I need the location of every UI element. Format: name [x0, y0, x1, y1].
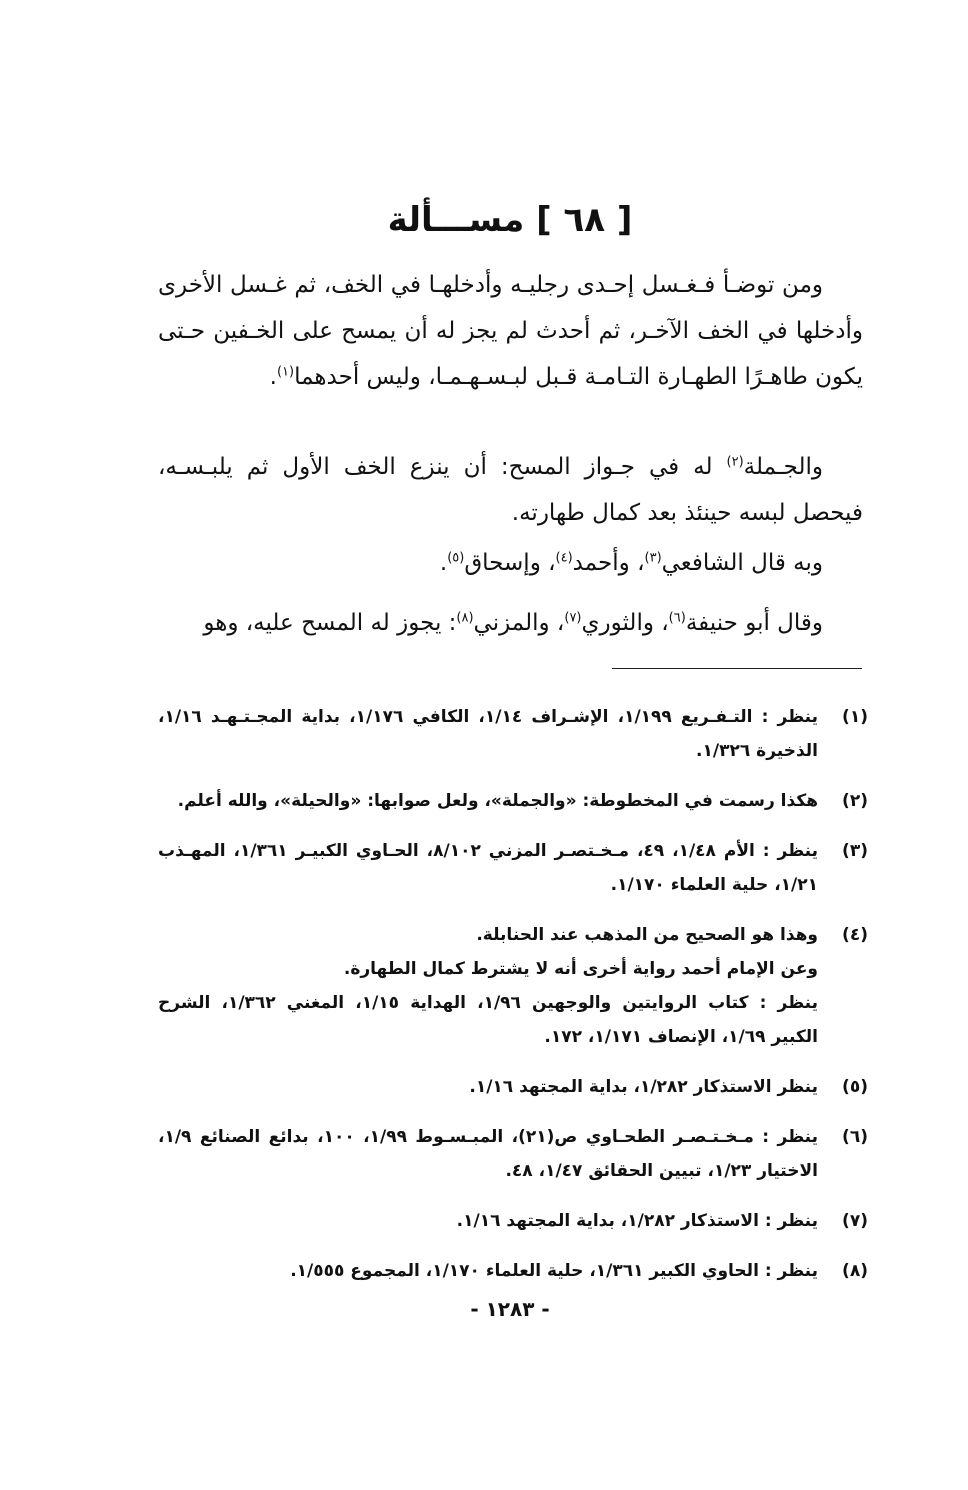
footnote-item [158, 784, 868, 818]
paragraph-text-run: ، وأحمد [572, 550, 645, 576]
footnote-line: ينظر : الحاوي الكبير ١/٣٦١، حلية العلماء ١/١٧٠، المجموع ١/٥٥٥. [290, 1261, 818, 1281]
footnote-line: هكذا رسمت في المخطوطة: «والجملة»، ولعل صوابها: «والحيلة»، والله أعلم. [177, 791, 818, 811]
paragraph-4 [158, 600, 863, 646]
footnote-number: (١) [842, 707, 868, 727]
footnote-line: ينظر : الأم ١/٤٨، ٤٩، مـخـتصـر المزني ٨/١٠٢، الحـاوي الكبيـر ١/٣٦١، المهـذب ١/٢١، حلية العلماء ١/١٧٠. [158, 841, 818, 895]
footnote-marker: (٤) [555, 550, 573, 566]
paragraph-text-run: . [439, 550, 448, 576]
footnote-line: ينظر : التـفـريع ١/١٩٩، الإشـراف ١/١٤، الكافي ١/١٧٦، بداية المجـتـهـد ١/١٦، الذخيرة ١/٣٢٦. [158, 707, 819, 761]
footnote-text [158, 918, 818, 1054]
footnote-text [158, 700, 818, 768]
footnote-item [158, 1204, 868, 1238]
footnote-marker: (١) [276, 364, 295, 380]
footnote-text [158, 1254, 818, 1288]
footnote-text [158, 784, 818, 818]
paragraph-text-run: والجـملة [743, 454, 823, 480]
footnote-line: ينظر : الاستذكار ١/٢٨٢، بداية المجتهد ١/١٦. [456, 1211, 818, 1231]
footnote-marker: (٧) [564, 610, 582, 626]
footnote-number: (٦) [842, 1127, 868, 1147]
footnote-item [158, 1120, 868, 1188]
footnote-number: (٧) [842, 1211, 868, 1231]
footnote-marker: (٨) [456, 610, 474, 626]
paragraph-3 [158, 540, 863, 586]
footnote-text [158, 834, 818, 902]
footnote-marker: (٦) [668, 610, 686, 626]
footnote-number: (٣) [842, 841, 868, 861]
footnotes-section [158, 700, 868, 1304]
footnote-marker: (٥) [447, 550, 465, 566]
paragraph-text-run: . [269, 364, 277, 390]
footnote-item [158, 1070, 868, 1104]
footnote-item [158, 1254, 868, 1288]
paragraph-2 [158, 444, 863, 536]
footnote-item [158, 918, 868, 1054]
footnote-item [158, 834, 868, 902]
footnote-marker: (٣) [644, 550, 662, 566]
footnote-divider [612, 668, 862, 669]
footnote-line: ينظر : كتاب الروايتين والوجهين ١/٩٦، الهداية ١/١٥، المغني ١/٣٦٢، الشرح الكبير ١/٦٩، الإنصاف ١/١٧١، ١٧٢. [158, 993, 818, 1047]
footnote-text [158, 1120, 818, 1188]
footnote-item [158, 700, 868, 768]
footnote-line: ينظر الاستذكار ١/٢٨٢، بداية المجتهد ١/١٦. [469, 1077, 818, 1097]
footnote-text [158, 1070, 818, 1104]
footnote-number: (٤) [842, 925, 868, 945]
paragraph-text-run: ، والمزني [473, 610, 565, 636]
paragraph-text-run: ، والثوري [581, 610, 669, 636]
footnote-number: (٢) [842, 791, 868, 811]
footnote-line: وعن الإمام أحمد رواية أخرى أنه لا يشترط كمال الطهارة. [343, 959, 818, 979]
footnote-line: ينظر : مـخـتـصـر الطحـاوي ص(٢١)، المبـسـوط ١/٩٩، ١٠٠، بدائع الصنائع ١/٩، الاختيار ١/٢٣، تبيين الحقائق ١/٤٧، ٤٨. [158, 1127, 818, 1181]
page-number: - ١٢٨٣ - [470, 1297, 550, 1321]
footnote-text [158, 1204, 818, 1238]
paragraph-text-run: ومن توضـأ فـغـسل إحـدى رجليـه وأدخلهـا في الخف، ثم غـسل الأخرى وأدخلها في الخف الآخـر، ثم أحدث لم يجز له أن يمسح على الخـفين حـتى يكون طاهـرًا الطهـارة التـامـة قـبل لبـسـهـمـا، وليس أحدهما [158, 272, 863, 390]
paragraph-text-run: ، وإسحاق [464, 550, 556, 576]
footnote-marker: (٢) [726, 454, 744, 470]
footnote-line: وهذا هو الصحيح من المذهب عند الحنابلة. [476, 925, 818, 945]
paragraph-1 [158, 262, 863, 400]
masala-heading: [ ٦٨ ] مســـألة [387, 200, 633, 240]
footnote-number: (٨) [842, 1261, 868, 1281]
paragraph-text-run: : يجوز له المسح عليه، وهو [203, 610, 457, 636]
paragraph-text-run: وبه قال الشافعي [661, 550, 823, 576]
paragraph-text-run: وقال أبو حنيفة [685, 610, 823, 636]
footnote-number: (٥) [842, 1077, 868, 1097]
paragraph-text-run: له في جـواز المسح: أن ينزع الخف الأول ثم يلبـسـه، فيحصل لبسه حينئذ بعد كمال طهارته. [158, 454, 863, 526]
